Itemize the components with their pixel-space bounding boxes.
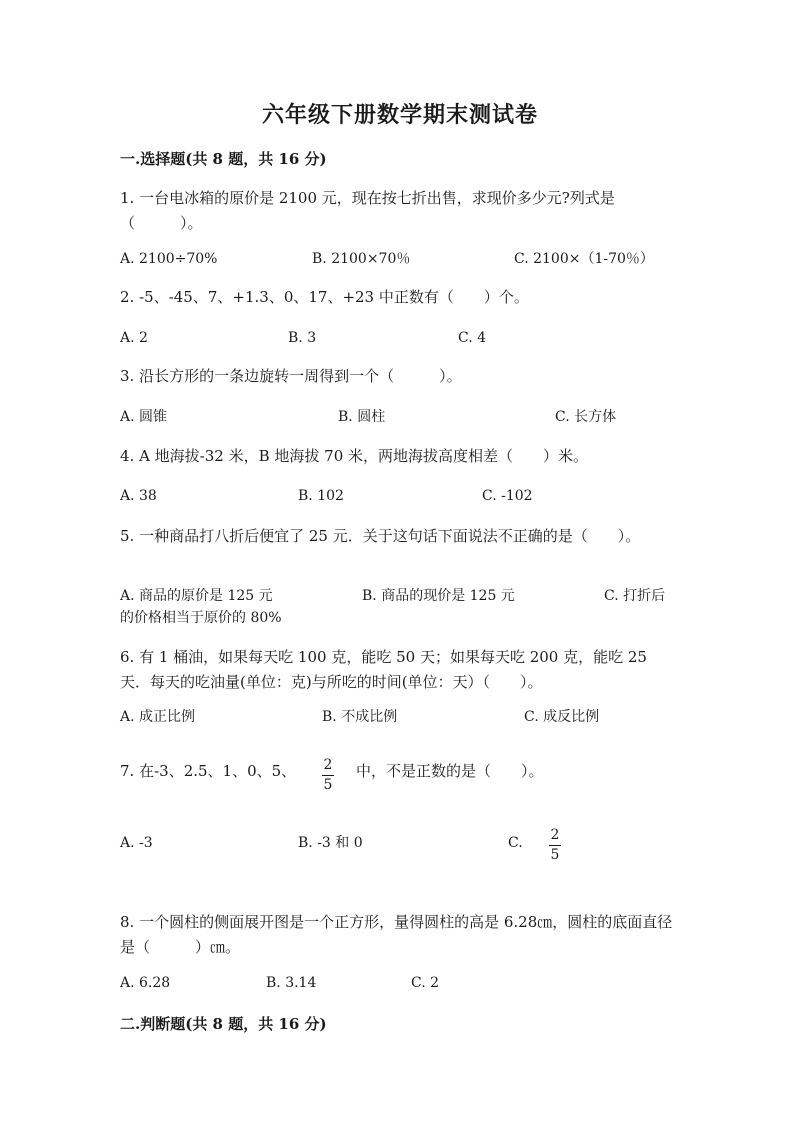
question-5: 5. 一种商品打八折后便宜了 25 元．关于这句话下面说法不正确的是（ ）。 (120, 527, 641, 545)
q6-option-a: A. 成正比例 (120, 709, 196, 725)
q2-option-a: A. 2 (120, 330, 148, 346)
page-title: 六年级下册数学期末测试卷 (261, 102, 538, 128)
question-7-part-1: 7. 在-3、2.5、1、0、5、 (120, 762, 297, 780)
q7-option-b: B. -3 和 0 (298, 835, 363, 851)
question-3: 3. 沿长方形的一条边旋转一周得到一个（ ）。 (120, 367, 462, 385)
q5-option-c-continued: 的价格相当于原价的 80% (120, 610, 282, 626)
q3-option-a: A. 圆锥 (120, 409, 168, 425)
q2-option-c: C. 4 (458, 330, 487, 346)
q2-option-b: B. 3 (288, 330, 317, 346)
question-2: 2. -5、-45、7、+1.3、0、17、+23 中正数有（ ）个。 (120, 288, 529, 306)
question-8: 8. 一个圆柱的侧面展开图是一个正方形，量得圆柱的高是 6.28㎝，圆柱的底面直径是（ ）㎝。 (120, 913, 673, 956)
q4-option-c: C. -102 (482, 488, 533, 504)
q7-option-c-fraction (548, 827, 562, 864)
q7-option-c: C. (508, 835, 523, 851)
section-heading-judgement: 二.判断题(共 8 题，共 16 分) (120, 1015, 327, 1033)
q1-option-c: C. 2100×（1-70％） (514, 251, 654, 267)
q6-option-c: C. 成反比例 (524, 709, 600, 725)
question-7-fraction (321, 757, 335, 794)
q6-option-b: B. 不成比例 (322, 709, 398, 725)
fraction-numerator: 2 (323, 757, 333, 773)
fraction-numerator: 2 (550, 827, 560, 843)
q8-option-b: B. 3.14 (266, 975, 317, 991)
q4-option-b: B. 102 (298, 488, 344, 504)
q8-option-c: C. 2 (411, 975, 440, 991)
q1-option-a: A. 2100÷70% (120, 251, 218, 267)
fraction-bar (322, 775, 334, 776)
fraction-denominator: 5 (323, 777, 333, 793)
q4-option-a: A. 38 (120, 488, 157, 504)
section-heading-choice: 一.选择题(共 8 题，共 16 分) (120, 150, 327, 168)
question-1: 1. 一台电冰箱的原价是 2100 元，现在按七折出售，求现价多少元?列式是（ ）。 (120, 189, 615, 232)
question-6: 6. 有 1 桶油，如果每天吃 100 克，能吃 50 天；如果每天吃 200 克，能吃 25 天．每天的吃油量(单位：克)与所吃的时间(单位：天）（ ）。 (120, 648, 647, 691)
fraction-bar (549, 845, 561, 846)
q1-option-b: B. 2100×70％ (312, 251, 411, 267)
q5-option-c: C. 打折后 (604, 588, 666, 604)
q5-option-a: A. 商品的原价是 125 元 (120, 588, 273, 604)
q5-option-b: B. 商品的现价是 125 元 (362, 588, 515, 604)
q3-option-c: C. 长方体 (555, 409, 617, 425)
question-4: 4. A 地海拔-32 米，B 地海拔 70 米，两地海拔高度相差（ ）米。 (120, 447, 589, 465)
q3-option-b: B. 圆柱 (338, 409, 386, 425)
question-7-part-2: 中，不是正数的是（ ）。 (356, 762, 544, 780)
q7-option-a: A. -3 (120, 835, 153, 851)
q8-option-a: A. 6.28 (120, 975, 171, 991)
fraction-denominator: 5 (550, 847, 560, 863)
